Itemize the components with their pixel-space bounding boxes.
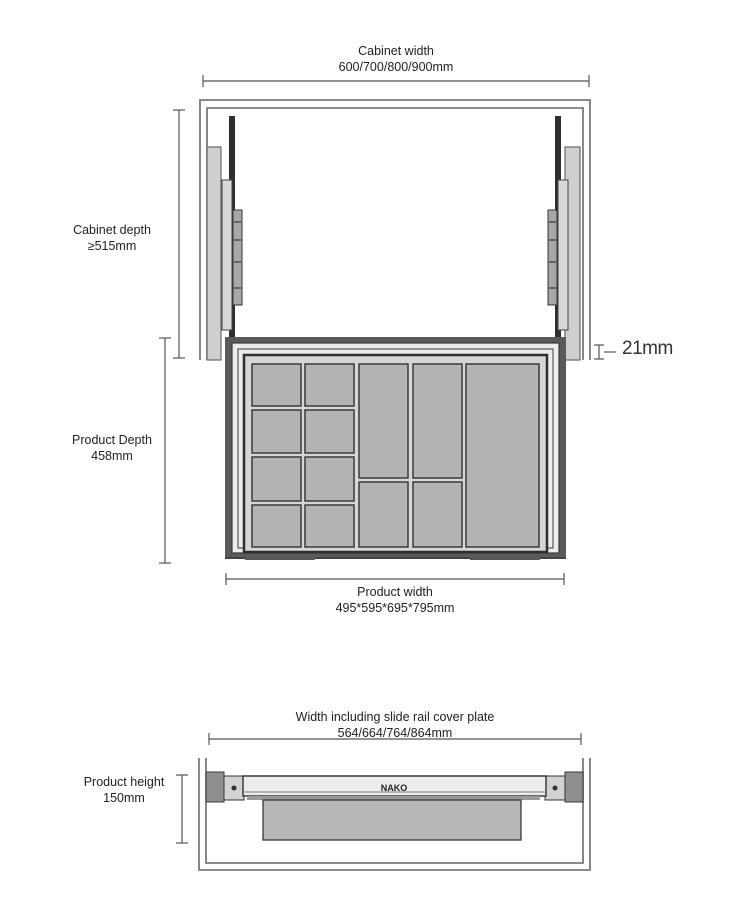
compartment-small — [305, 457, 354, 501]
compartment-small — [252, 457, 301, 501]
compartment-small — [305, 410, 354, 453]
cabinet-width-value: 600/700/800/900mm — [338, 60, 454, 74]
product-height-title: Product height — [83, 775, 165, 789]
tray-body — [263, 800, 521, 840]
product-width-value: 495*595*695*795mm — [335, 601, 455, 615]
front-gap-value: 21mm — [622, 338, 673, 359]
product-width-title: Product width — [357, 585, 433, 599]
cabinet-width-dimension-line — [203, 75, 589, 87]
product-width-label — [295, 584, 495, 616]
compartment-small — [252, 505, 301, 547]
cabinet-depth-dimension-line — [173, 110, 185, 358]
compartment-small — [305, 364, 354, 406]
left-slide-rail — [222, 116, 242, 338]
left-rail-end-cap — [206, 772, 244, 802]
width-including-cover-value: 564/664/764/864mm — [337, 726, 453, 740]
product-depth-value: 458mm — [91, 449, 133, 463]
cabinet-width-label — [296, 43, 496, 75]
compartment-medium — [359, 482, 408, 547]
product-depth-title: Product Depth — [72, 433, 152, 447]
front-gap-label — [622, 338, 673, 359]
product-depth-label — [52, 432, 172, 464]
compartment-large — [466, 364, 539, 547]
width-including-cover-label — [265, 709, 525, 741]
cabinet-width-title: Cabinet width — [358, 44, 434, 58]
compartment-small — [252, 410, 301, 453]
cabinet-depth-label — [52, 222, 172, 254]
front-gap-dimension-marker — [594, 345, 616, 359]
product-height-label — [64, 774, 184, 806]
left-side-panel — [207, 147, 221, 360]
compartment-medium — [413, 482, 462, 547]
cabinet-outline — [200, 100, 590, 360]
width-including-cover-title: Width including slide rail cover plate — [295, 710, 495, 724]
compartment-tall — [359, 364, 408, 478]
brand-logo: NAKO — [380, 783, 408, 793]
cabinet-depth-title: Cabinet depth — [73, 223, 151, 237]
cabinet-depth-value: ≥515mm — [87, 239, 137, 253]
right-rail-end-cap — [545, 772, 583, 802]
product-height-value: 150mm — [103, 791, 145, 805]
compartment-tall — [413, 364, 462, 478]
compartment-small — [252, 364, 301, 406]
compartment-small — [305, 505, 354, 547]
